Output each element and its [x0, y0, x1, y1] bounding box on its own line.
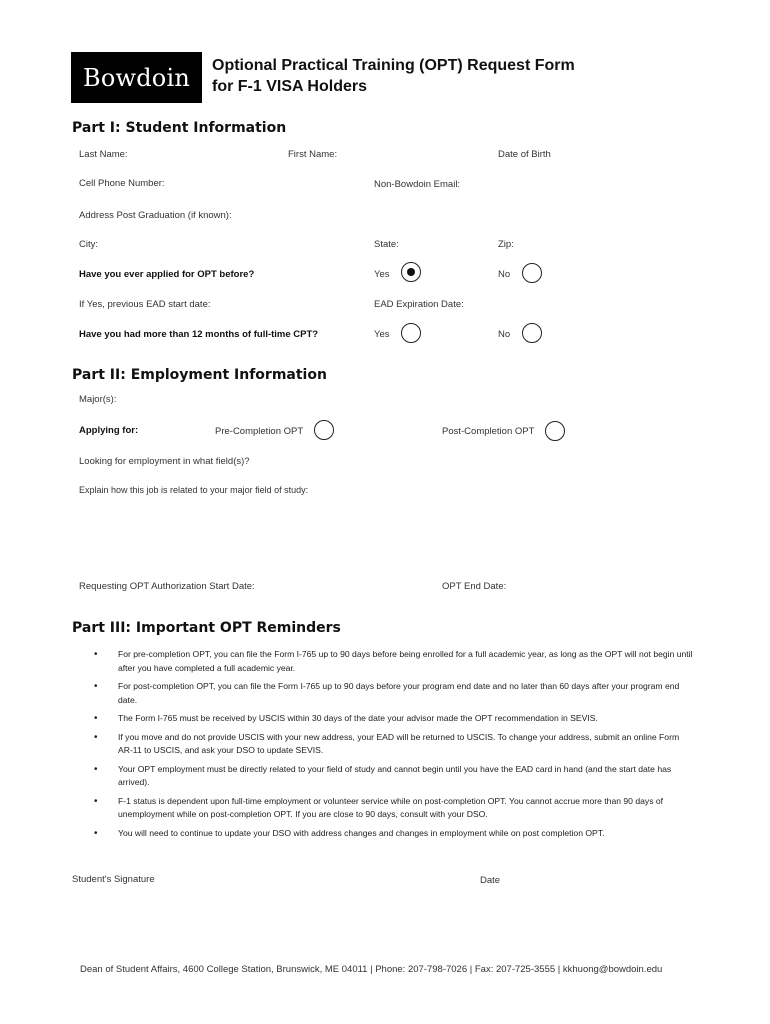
list-item [94, 763, 694, 790]
bullet-icon: • [94, 649, 98, 660]
bullet-icon: • [94, 681, 98, 692]
list-item [94, 680, 694, 707]
pre-completion-radio[interactable] [314, 420, 334, 440]
post-completion-label: Post-Completion OPT [442, 426, 535, 437]
part3-heading: Part III: Important OPT Reminders [72, 620, 341, 636]
cell-phone-field[interactable]: Cell Phone Number: [79, 178, 165, 189]
part1-heading: Part I: Student Information [72, 120, 287, 136]
list-item [94, 648, 694, 675]
explain-relation-field[interactable]: Explain how this job is related to your major field of study: [79, 485, 309, 495]
student-signature-field[interactable]: Student's Signature [72, 874, 155, 885]
form-title-line2: for F-1 VISA Holders [212, 78, 367, 95]
form-title-line1: Optional Practical Training (OPT) Request Form [212, 57, 575, 74]
applied-opt-yes-radio[interactable] [401, 262, 421, 282]
post-completion-radio[interactable] [545, 421, 565, 441]
cpt-no-radio[interactable] [522, 323, 542, 343]
bowdoin-logo [71, 52, 202, 103]
applied-opt-question: Have you ever applied for OPT before? [79, 269, 255, 280]
logo-text: Bowdoin [83, 63, 190, 92]
pre-completion-label: Pre-Completion OPT [215, 426, 304, 437]
reminders-list [94, 648, 694, 845]
reminder-text: For post-completion OPT, you can file the Form I-765 up to 90 days before your program end date and no later than 60 days after your program end date. [118, 681, 680, 705]
bullet-icon: • [94, 713, 98, 724]
employment-field[interactable]: Looking for employment in what field(s)? [79, 456, 250, 467]
cpt-yes-label: Yes [374, 329, 390, 340]
applied-opt-no-label: No [498, 269, 511, 280]
bullet-icon: • [94, 731, 98, 743]
reminder-text: Your OPT employment must be directly related to your field of study and cannot begin until you have the EAD card in hand (and the start date has arrived). [118, 763, 672, 787]
list-item [94, 827, 694, 841]
reminder-text: You will need to continue to update your DSO with address changes and changes in employment while on post completion OPT. [118, 827, 605, 838]
bullet-icon: • [94, 795, 98, 807]
applied-opt-no-radio[interactable] [522, 263, 542, 283]
state-field[interactable]: State: [374, 239, 399, 250]
list-item [94, 731, 694, 758]
email-field[interactable]: Non-Bowdoin Email: [374, 179, 461, 190]
bullet-icon: • [94, 763, 98, 775]
reminder-text: F-1 status is dependent upon full-time employment or volunteer service while on post-completion OPT. You cannot accrue more than 90 days of unemployment while on post-completion OPT. If you are close to 90 days, consult with your DSO. [118, 795, 664, 819]
reminder-text: For pre-completion OPT, you can file the Form I-765 up to 90 days before being enrolled for a full academic year, as long as the OPT will not begin until after you have completed a full academic year. [118, 649, 693, 673]
address-field[interactable]: Address Post Graduation (if known): [79, 210, 232, 221]
list-item [94, 795, 694, 822]
reminder-text: If you move and do not provide USCIS with your new address, your EAD will be returned to USCIS. To change your address, submit an online Form AR-11 to USCIS, and ask your DSO to update SEVIS. [118, 731, 680, 755]
opt-start-date-field[interactable]: Requesting OPT Authorization Start Date: [79, 581, 255, 592]
ead-start-date-field[interactable]: If Yes, previous EAD start date: [79, 299, 211, 310]
cpt-question: Have you had more than 12 months of full-time CPT? [79, 329, 319, 340]
reminder-text: The Form I-765 must be received by USCIS within 30 days of the date your advisor made the OPT recommendation in SEVIS. [118, 713, 598, 723]
opt-end-date-field[interactable]: OPT End Date: [442, 581, 507, 592]
majors-field[interactable]: Major(s): [79, 394, 117, 405]
first-name-field[interactable]: First Name: [288, 149, 338, 160]
signature-date-field[interactable]: Date [480, 875, 501, 886]
cpt-yes-radio[interactable] [401, 323, 421, 343]
bullet-icon: • [94, 827, 98, 839]
last-name-field[interactable]: Last Name: [79, 149, 128, 160]
ead-expiration-date-field[interactable]: EAD Expiration Date: [374, 299, 464, 310]
applied-opt-yes-label: Yes [374, 269, 390, 280]
applying-for-label: Applying for: [79, 425, 139, 436]
city-field[interactable]: City: [79, 239, 98, 250]
zip-field[interactable]: Zip: [498, 239, 514, 250]
footer-contact: Dean of Student Affairs, 4600 College Station, Brunswick, ME 04011 | Phone: 207-798-7026 | Fax: 207-725-3555 | kkhuong@bowdoin.edu [80, 964, 663, 975]
cpt-no-label: No [498, 329, 511, 340]
date-of-birth-field[interactable]: Date of Birth [498, 149, 551, 160]
part2-heading: Part II: Employment Information [72, 367, 327, 383]
list-item [94, 712, 694, 726]
